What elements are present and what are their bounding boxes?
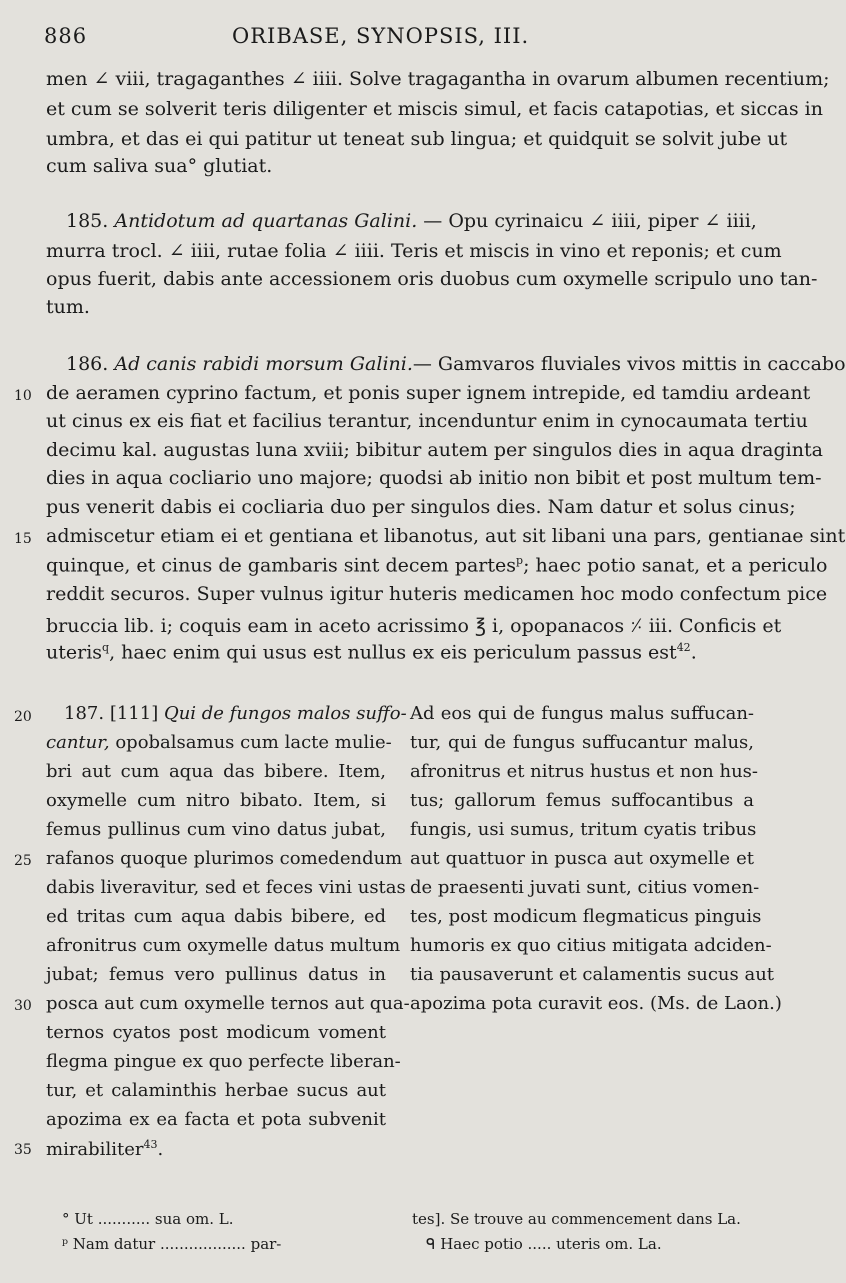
section-number: 187.: [64, 703, 105, 724]
text-line: apozima pota curavit eos. (Ms. de Laon.): [410, 993, 782, 1014]
margin-line-number: 35: [14, 1142, 32, 1158]
text-line: umbra, et das ei qui patitur ut teneat sub lingua; et quidquit se solvit jube ut: [46, 128, 788, 150]
text-line: dabis liveravitur, sed et feces vini ustas: [46, 877, 406, 898]
footnote-ref: q: [102, 641, 110, 654]
section-number: 186.: [66, 353, 109, 375]
margin-line-number: 25: [14, 853, 32, 869]
text-span: .: [157, 1139, 164, 1160]
text-line: fungis, usi sumus, tritum cyatis tribus: [410, 819, 757, 840]
margin-line-number: 30: [14, 998, 32, 1014]
text-line: apozima ex ea facta et pota subvenit: [46, 1109, 386, 1130]
text-line: humoris ex quo citius mitigata adciden-: [410, 935, 772, 956]
section-title: Ad canis rabidi morsum Galini.: [114, 353, 413, 375]
section-title: Qui de fungos malos suffo-: [163, 703, 407, 724]
section-title: cantur,: [46, 732, 110, 753]
text-line: oxymelle cum nitro bibato. Item, si: [46, 790, 386, 811]
text-line: pus venerit dabis ei cocliaria duo per singulos dies. Nam datur et solus cinus;: [46, 496, 796, 518]
text-line: afronitrus cum oxymelle datus multum: [46, 935, 401, 956]
text-line: Ad eos qui de fungus malus suffucan-: [410, 703, 754, 724]
text-line: ut cinus ex eis fiat et facilius terantur, incenduntur enim in cynocaumata tertiu: [46, 410, 808, 432]
text-span: opobalsamus cum lacte mulie-: [115, 732, 392, 753]
section-number: 185.: [66, 210, 109, 232]
text-line: cum saliva sua° glutiat.: [46, 155, 273, 177]
text-line: [46, 554, 828, 577]
text-span: mirabiliter: [46, 1139, 144, 1160]
page-number: 886: [44, 24, 88, 48]
text-line: bri aut cum aqua das bibere. Item,: [46, 761, 386, 782]
text-line: bruccia lib. i; coquis eam in aceto acrissimo ℥ i, opopanacos ⸓ iii. Conficis et: [46, 615, 782, 637]
text-line: [46, 1138, 163, 1160]
section-heading-line: [64, 703, 407, 724]
footnote: ᵖ Nam datur .................. par-: [62, 1235, 282, 1253]
text-line: [46, 641, 697, 663]
text-span: , haec enim qui usus est nullus ex eis periculum passus est: [109, 641, 677, 664]
footnote-ref: p: [516, 554, 524, 567]
section-title: Antidotum ad quartanas Galini.: [114, 210, 418, 232]
text-span: ; haec potio sanat, et a periculo: [523, 554, 828, 577]
text-line: tur, et calaminthis herbae sucus aut: [46, 1080, 386, 1101]
text-line: posca aut cum oxymelle ternos aut qua-: [46, 993, 410, 1014]
text-line: ternos cyatos post modicum voment: [46, 1022, 386, 1043]
text-line: afronitrus et nitrus hustus et non hus-: [410, 761, 758, 782]
text-line: tes, post modicum flegmaticus pinguis: [410, 906, 762, 927]
text-line: et cum se solverit teris diligenter et miscis simul, et facis catapotias, et siccas in: [46, 98, 823, 120]
text-line: rafanos quoque plurimos comedendum: [46, 848, 403, 869]
text-line: reddit securos. Super vulnus igitur huteris medicamen hoc modo confectum pice: [46, 583, 828, 605]
text-line: men ∠ viii, tragaganthes ∠ iiii. Solve tragagantha in ovarum albumen recentium;: [46, 68, 830, 90]
text-span: quinque, et cinus de gambaris sint decem partes: [46, 554, 517, 577]
section-heading-line: [66, 210, 757, 232]
text-line: flegma pingue ex quo perfecte liberan-: [46, 1051, 401, 1072]
note-ref: 42: [676, 641, 691, 654]
text-span: — Gamvaros fluviales vivos mittis in caccabo: [412, 353, 846, 375]
note-ref: 43: [143, 1138, 158, 1151]
text-line: de aeramen cyprino factum, et ponis super ignem intrepide, ed tamdiu ardeant: [46, 382, 811, 404]
text-line: opus fuerit, dabis ante accessionem oris duobus cum oxymelle scripulo uno tan-: [46, 268, 818, 290]
text-line: [46, 732, 392, 753]
text-line: tum.: [46, 296, 90, 318]
text-span: .: [690, 641, 697, 664]
text-line: femus pullinus cum vino datus jubat,: [46, 819, 386, 840]
footnote: ° Ut ........... sua om. L.: [62, 1210, 234, 1228]
text-line: ed tritas cum aqua dabis bibere, ed: [46, 906, 386, 927]
text-line: dies in aqua cocliario uno majore; quodsi ab initio non bibit et post multum tem-: [46, 467, 822, 489]
text-line: de praesenti juvati sunt, citius vomen-: [410, 877, 760, 898]
bracket-number: [111]: [109, 703, 159, 724]
text-line: jubat; femus vero pullinus datus in: [46, 964, 386, 985]
margin-line-number: 15: [14, 531, 32, 547]
text-line: murra trocl. ∠ iiii, rutae folia ∠ iiii. Teris et miscis in vino et reponis; et cum: [46, 240, 782, 262]
footnote: tes]. Se trouve au commencement dans La.: [412, 1210, 741, 1228]
text-span: — Opu cyrinaicu ∠ iiii, piper ∠ iiii,: [423, 210, 757, 232]
text-line: tur, qui de fungus suffucantur malus,: [410, 732, 754, 753]
text-line: admiscetur etiam ei et gentiana et libanotus, aut sit libani una pars, gentianae sint: [46, 525, 846, 547]
text-line: tia pausaverunt et calamentis sucus aut: [410, 964, 775, 985]
footnote: ᑫ Haec potio ..... uteris om. La.: [426, 1235, 662, 1253]
margin-line-number: 10: [14, 388, 32, 404]
text-line: tus; gallorum femus suffocantibus a: [410, 790, 754, 811]
text-span: uteris: [46, 641, 103, 664]
text-line: decimu kal. augustas luna xviii; bibitur autem per singulos dies in aqua draginta: [46, 439, 823, 461]
section-heading-line: [66, 353, 846, 375]
margin-line-number: 20: [14, 709, 32, 725]
running-title: ORIBASE, SYNOPSIS, III.: [232, 24, 530, 48]
text-line: aut quattuor in pusca aut oxymelle et: [410, 848, 754, 869]
